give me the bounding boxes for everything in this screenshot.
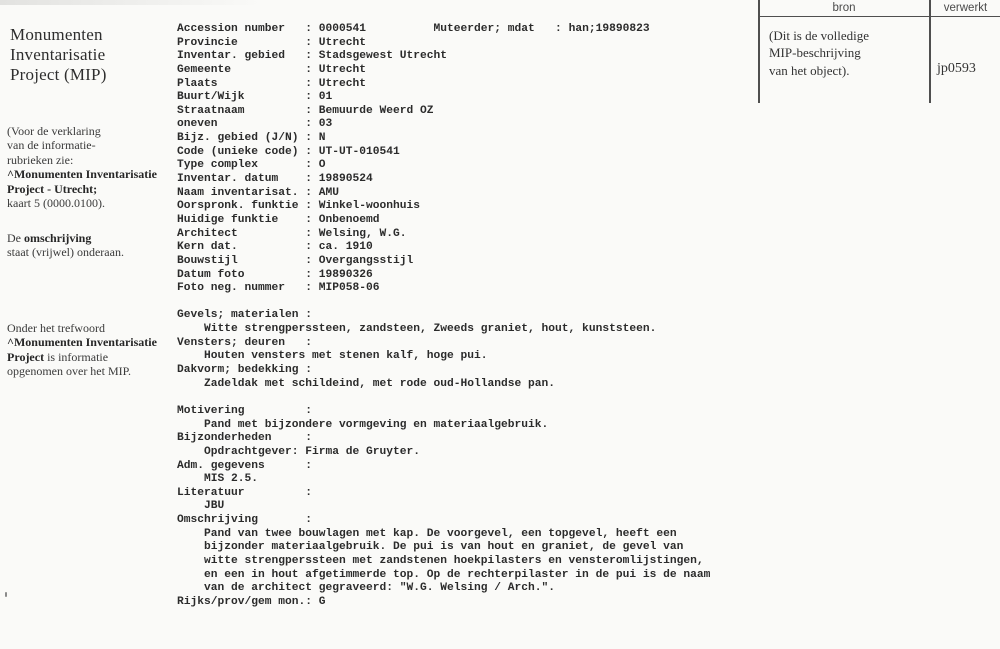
- field-value: Utrecht: [318, 77, 367, 90]
- record-field-row: [177, 37, 777, 51]
- colon: [305, 487, 312, 499]
- field-label: Datum foto: [177, 268, 245, 281]
- record-field-row: [177, 255, 777, 269]
- page-title-line: Monumenten: [10, 25, 103, 44]
- section-label: Bijzonderheden: [177, 432, 272, 445]
- field-label: oneven: [177, 118, 218, 131]
- section-label: Motivering: [177, 404, 245, 417]
- field-value: 19890524: [318, 173, 373, 186]
- section-label: Literatuur: [177, 486, 245, 499]
- colon: [305, 255, 312, 267]
- page-title-line: Project (MIP): [10, 65, 107, 84]
- section-text-line: Zadeldak met schildeind, met rode oud-Hollandse pan.: [204, 377, 556, 390]
- record-field-row: [177, 132, 777, 146]
- bron-cell-note: [769, 27, 869, 79]
- verwerkt-cell-value: jp0593: [937, 61, 976, 76]
- section-text-line: MIS 2.5.: [204, 473, 259, 486]
- sidebar-note-verklaring: [7, 124, 157, 210]
- record-field-row: [177, 105, 777, 119]
- column-header-verwerkt: verwerkt: [943, 2, 988, 14]
- colon: [305, 50, 312, 62]
- record-field-row: [177, 146, 777, 160]
- field-label: Oorspronk. funktie: [177, 200, 299, 213]
- colon: [305, 405, 312, 417]
- field-value: Onbenoemd: [318, 213, 380, 226]
- record-field-row: [177, 64, 777, 78]
- section-label-row: [177, 364, 777, 378]
- note-fragment-bold: omschrijving: [24, 231, 92, 245]
- note-line: Onder het trefwoord: [7, 321, 105, 335]
- note-line-bold: Project - Utrecht;: [7, 181, 98, 196]
- field-value: 03: [318, 118, 333, 131]
- record-field-row: [177, 118, 777, 132]
- monument-status-row: [177, 596, 777, 610]
- bron-note-line: van het object).: [769, 62, 850, 78]
- section-label: Vensters; deuren: [177, 336, 286, 349]
- section-text-line: Opdrachtgever: Firma de Gruyter.: [204, 445, 421, 458]
- colon: [305, 364, 312, 376]
- colon: [305, 514, 312, 526]
- field-label: Rijks/prov/gem mon.: [177, 595, 306, 608]
- colon: [305, 214, 312, 226]
- field-value: N: [318, 132, 326, 145]
- note-fragment: De: [7, 231, 24, 245]
- bron-note-line: (Dit is de volledige: [769, 28, 870, 43]
- record-field-row: [177, 269, 777, 283]
- colon: [305, 228, 312, 240]
- field-label: Provincie: [177, 36, 238, 49]
- colon: [305, 432, 312, 444]
- field-label: Plaats: [177, 77, 218, 90]
- field-value: 01: [318, 91, 333, 104]
- note-line: opgenomen over het MIP.: [7, 364, 131, 379]
- note-line: van de informatie-: [7, 138, 96, 153]
- note-fragment: is informatie: [44, 349, 109, 364]
- colon: [305, 64, 312, 76]
- section-label-row: [177, 460, 777, 474]
- colon: [305, 460, 312, 472]
- field-label: Gemeente: [177, 63, 232, 76]
- section-text-line: Witte strengperssteen, zandsteen, Zweeds graniet, hout, kunststeen.: [204, 323, 657, 336]
- field-label: Inventar. gebied: [177, 50, 286, 63]
- field-label: Architect: [177, 227, 238, 240]
- record-field-row: [177, 173, 777, 187]
- colon: [305, 78, 312, 90]
- section-label: Dakvorm; bedekking: [177, 364, 299, 377]
- blank-line: [177, 296, 777, 310]
- colon: [305, 309, 312, 321]
- field-value: 0000541: [318, 23, 367, 35]
- section-text-line: Pand met bijzondere vormgeving en materiaalgebruik.: [204, 418, 549, 431]
- record-field-row: [177, 214, 777, 228]
- field-value: Bemuurde Weerd OZ: [318, 104, 434, 117]
- field-value: Utrecht: [318, 36, 367, 49]
- field-label: Code (unieke code): [177, 145, 299, 158]
- field-label: Huidige funktie: [177, 213, 279, 226]
- omschrijving-line: bijzonder materiaalgebruik. De pui is van hout en graniet, de gevel van: [204, 541, 684, 554]
- note-line: [7, 350, 157, 364]
- muteerder-field: [434, 23, 650, 37]
- colon: [305, 282, 312, 294]
- page-title-line: Inventarisatie: [10, 45, 106, 64]
- field-label: Type complex: [177, 159, 259, 172]
- record-field-row: [177, 91, 777, 105]
- colon: [305, 23, 312, 35]
- note-line: staat (vrijwel) onderaan.: [7, 245, 124, 260]
- field-label: Naam inventarisat.: [177, 186, 299, 199]
- colon: [305, 91, 312, 103]
- note-line: [7, 231, 124, 245]
- field-value: Welsing, W.G.: [318, 227, 407, 240]
- section-label: Omschrijving: [177, 514, 259, 527]
- section-label-row: [177, 309, 777, 323]
- field-label: Kern dat.: [177, 241, 238, 254]
- section-text-line: JBU: [204, 500, 225, 513]
- scan-edge-artifact: [0, 0, 262, 5]
- colon: [305, 105, 312, 117]
- mip-record: [177, 23, 777, 610]
- section-label-row: [177, 337, 777, 351]
- omschrijving-line: witte strengperssteen met zandstenen hoekpilasters en vensteromlijstingen,: [204, 554, 704, 567]
- field-label: Bijz. gebied (J/N): [177, 132, 299, 145]
- field-value: Stadsgewest Utrecht: [318, 50, 448, 63]
- field-label: Accession number: [177, 23, 286, 35]
- section-label: Adm. gegevens: [177, 459, 265, 472]
- colon: [305, 118, 312, 130]
- colon: [305, 187, 312, 199]
- colon: [305, 269, 312, 281]
- colon: [305, 241, 312, 253]
- record-field-row: [177, 228, 777, 242]
- field-label: Bouwstijl: [177, 254, 238, 267]
- record-field-row: [177, 282, 777, 296]
- record-field-row: [177, 241, 777, 255]
- omschrijving-line: en een in hout afgetimmerde top. Op de rechterpilaster in de pui is de naam: [204, 568, 711, 581]
- table-header-rule: [758, 16, 1000, 17]
- field-value: Overgangsstijl: [318, 254, 414, 267]
- field-value: UT-UT-010541: [318, 145, 400, 158]
- field-label: Buurt/Wijk: [177, 91, 245, 104]
- note-line: kaart 5 (0000.0100).: [7, 196, 105, 211]
- blank-line: [177, 391, 777, 405]
- sidebar-note-omschrijving: [7, 231, 124, 260]
- field-value: MIP058-06: [318, 282, 380, 295]
- record-field-row: [177, 78, 777, 92]
- colon: [305, 159, 312, 171]
- record-field-row: [177, 159, 777, 173]
- note-line-bold: ^Monumenten Inventarisatie: [7, 335, 157, 350]
- field-value: 19890326: [318, 268, 373, 281]
- field-value: O: [318, 159, 326, 172]
- section-text-line: Houten vensters met stenen kalf, hoge pui.: [204, 350, 488, 363]
- field-value: ca. 1910: [318, 241, 373, 254]
- colon: [305, 146, 312, 158]
- bron-note-line: MIP-beschrijving: [769, 45, 861, 61]
- section-label-row: [177, 405, 777, 419]
- section-label-row: [177, 432, 777, 446]
- record-field-row: [177, 187, 777, 201]
- record-field-row: [177, 23, 777, 37]
- field-value: han;19890823: [568, 23, 650, 35]
- section-label: Gevels; materialen: [177, 309, 299, 322]
- field-value: G: [318, 595, 326, 608]
- field-value: AMU: [318, 186, 340, 199]
- field-label: Inventar. datum: [177, 173, 279, 186]
- field-label: Muteerder; mdat: [433, 23, 535, 35]
- field-value: Utrecht: [318, 63, 367, 76]
- column-header-bron: bron: [832, 2, 856, 14]
- colon: [305, 132, 312, 144]
- page-title: [10, 25, 107, 85]
- record-field-row: [177, 200, 777, 214]
- note-fragment-bold: Project: [7, 349, 45, 364]
- note-line: (Voor de verklaring: [7, 124, 101, 138]
- omschrijving-line: van de architect gegraveerd: "W.G. Welsing / Arch.".: [204, 582, 556, 595]
- colon: [305, 337, 312, 349]
- note-line-bold: ^Monumenten Inventarisatie: [7, 167, 157, 182]
- section-label-row: [177, 487, 777, 501]
- colon: [305, 37, 312, 49]
- colon: [305, 596, 312, 608]
- note-line: rubrieken zie:: [7, 152, 74, 167]
- colon: [305, 200, 312, 212]
- scan-speck: [5, 592, 7, 597]
- field-value: Winkel-woonhuis: [318, 200, 421, 213]
- omschrijving-line: Pand van twee bouwlagen met kap. De voorgevel, een topgevel, heeft een: [204, 527, 677, 540]
- field-label: Straatnaam: [177, 104, 245, 117]
- sidebar-note-trefwoord: [7, 321, 157, 379]
- field-label: Foto neg. nummer: [177, 282, 286, 295]
- colon: [555, 23, 562, 35]
- colon: [305, 173, 312, 185]
- section-label-row: [177, 514, 777, 528]
- record-field-row: [177, 50, 777, 64]
